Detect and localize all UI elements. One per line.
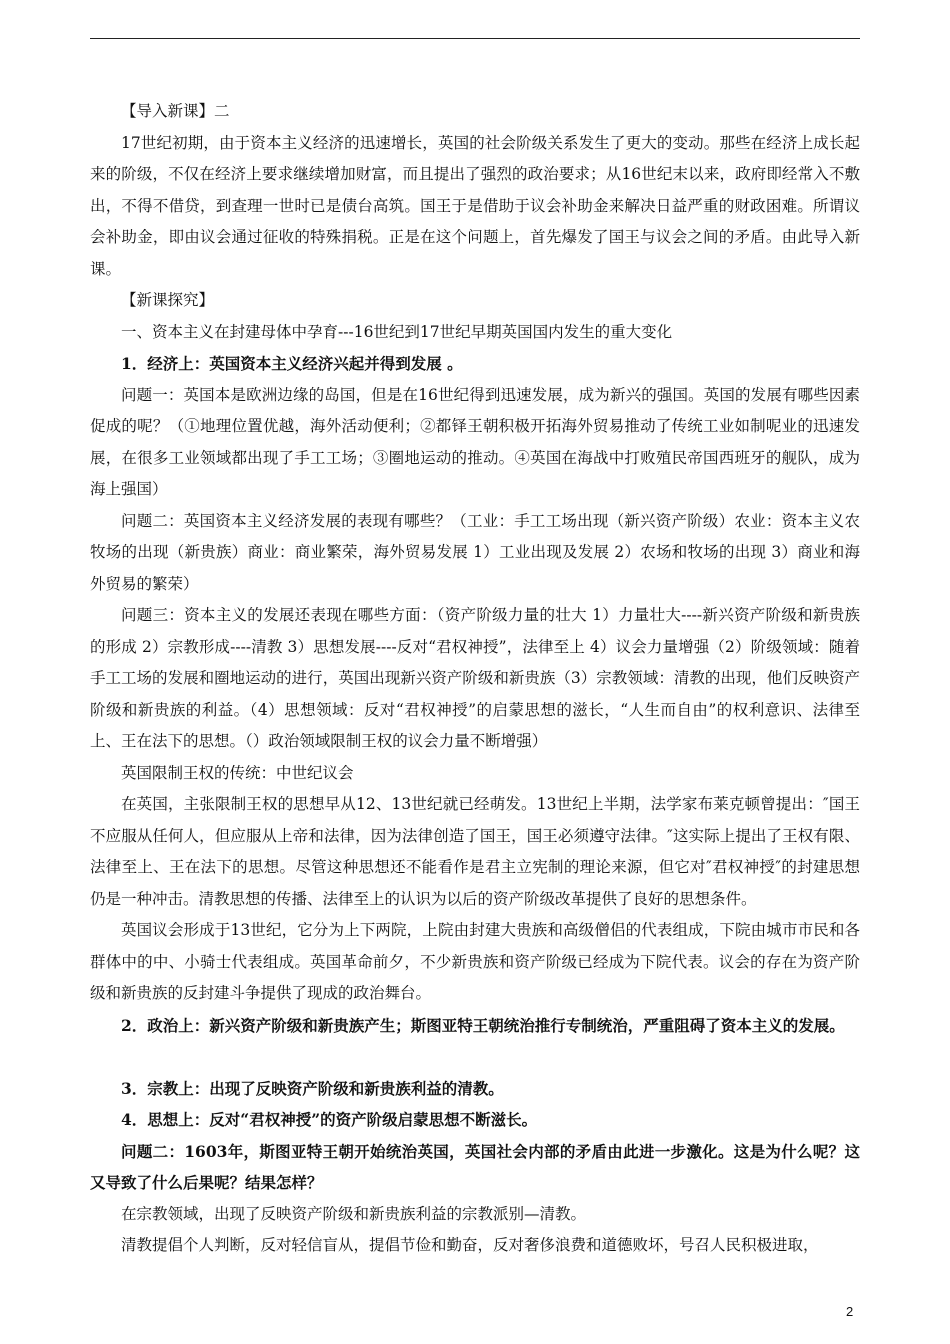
header-rule <box>90 38 860 39</box>
question-stuart: 问题二：1603年，斯图亚特王朝开始统治英国，英国社会内部的矛盾由此进一步激化。这是为什么呢？这又导致了什么后果呢？结果怎样？ <box>90 1141 860 1192</box>
paragraph-parliament: 英国议会形成于13世纪，它分为上下两院，上院由封建大贵族和高级僧侣的代表组成，下院由城市市民和各群体中的中、小骑士代表组成。英国革命前夕，不少新贵族和资产阶级已经成为下院代表。议会的存在为资产阶级和新贵族的反封建斗争提供了现成的政治舞台。 <box>90 921 860 1002</box>
paragraph-tradition-title: 英国限制王权的传统：中世纪议会 <box>121 763 354 782</box>
section-heading-intro: 【导入新课】二 <box>121 102 230 120</box>
paragraph-puritan-detail: 清教提倡个人判断，反对轻信盲从，提倡节俭和勤奋，反对奢侈浪费和道德败坏，号召人民积极进取， <box>121 1236 819 1254</box>
question-1: 问题一：英国本是欧洲边缘的岛国，但是在16世纪得到迅速发展，成为新兴的强国。英国的发展有哪些因素促成的呢？（①地理位置优越，海外活动便利；②都铎王朝积极开拓海外贸易推动了传统工业如制呢业的迅速发展，在很多工业领域都出现了手工工场；③圈地运动的推动。④英国在海战中打败殖民帝国西班牙的舰队，成为海上强国） <box>90 385 860 498</box>
section-heading-explore: 【新课探究】 <box>121 291 215 309</box>
point-religion: 3．宗教上：出现了反映资产阶级和新贵族利益的清教。 <box>121 1078 504 1098</box>
point-economy: 1．经济上：英国资本主义经济兴起并得到发展 。 <box>121 354 463 373</box>
document-body <box>90 96 860 1262</box>
point-politics: 2．政治上：新兴资产阶级和新贵族产生；斯图亚特王朝统治推行专制统治，严重阻碍了资本主义的发展。 <box>121 1015 845 1035</box>
paragraph-tradition: 在英国，主张限制王权的思想早从12、13世纪就已经萌发。13世纪上半期，法学家布莱克顿曾提出：″国王不应服从任何人，但应服从上帝和法律，因为法律创造了国王，国王必须遵守法律。″这实际上提出了王权有限、法律至上、王在法下的思想。尽管这种思想还不能看作是君主立宪制的理论来源，但它对″君权神授″的封建思想仍是一种冲击。清教思想的传播、法律至上的认识为以后的资产阶级改革提供了良好的思想条件。 <box>90 795 860 908</box>
point-thought: 4．思想上：反对“君权神授”的资产阶级启蒙思想不断滋长。 <box>121 1110 538 1129</box>
question-2: 问题二：英国资本主义经济发展的表现有哪些？（工业：手工工场出现（新兴资产阶级）农业：资本主义农牧场的出现（新贵族）商业：商业繁荣，海外贸易发展 1）工业出现及发展 2）农场和牧场的出现 3）商业和海外贸易的繁荣） <box>90 511 860 593</box>
question-3: 问题三：资本主义的发展还表现在哪些方面：（资产阶级力量的壮大 1）力量壮大----新兴资产阶级和新贵族的形成 2）宗教形成----清教 3）思想发展----反对“君权神授”，法律至上 4）议会力量增强（2）阶级领域：随着手工工场的发展和圈地运动的进行，英国出现新兴资产阶级和新贵族（3）宗教领域：清教的出现，他们反映资产阶级和新贵族的利益。（4）思想领域：反对“君权神授”的启蒙思想的滋长，“人生而自由”的权利意识、法律至上、王在法下的思想。（）政治领域限制王权的议会力量不断增强） <box>90 606 860 750</box>
page-number: 2 <box>846 1304 854 1319</box>
paragraph-puritan: 在宗教领域，出现了反映资产阶级和新贵族利益的宗教派别—清教。 <box>121 1204 587 1223</box>
paragraph-intro: 17世纪初期，由于资本主义经济的迅速增长，英国的社会阶级关系发生了更大的变动。那些在经济上成长起来的阶级，不仅在经济上要求继续增加财富，而且提出了强烈的政治要求；从16世纪末以来，政府即经常入不敷出，不得不借贷，到查理一世时已是债台高筑。国王于是借助于议会补助金来解决日益严重的财政困难。所谓议会补助金，即由议会通过征收的特殊捐税。正是在这个问题上，首先爆发了国王与议会之间的矛盾。由此导入新课。 <box>90 133 860 278</box>
blank-line <box>90 1041 860 1073</box>
subsection-heading-1: 一、资本主义在封建母体中孕育---16世纪到17世纪早期英国国内发生的重大变化 <box>121 322 673 341</box>
